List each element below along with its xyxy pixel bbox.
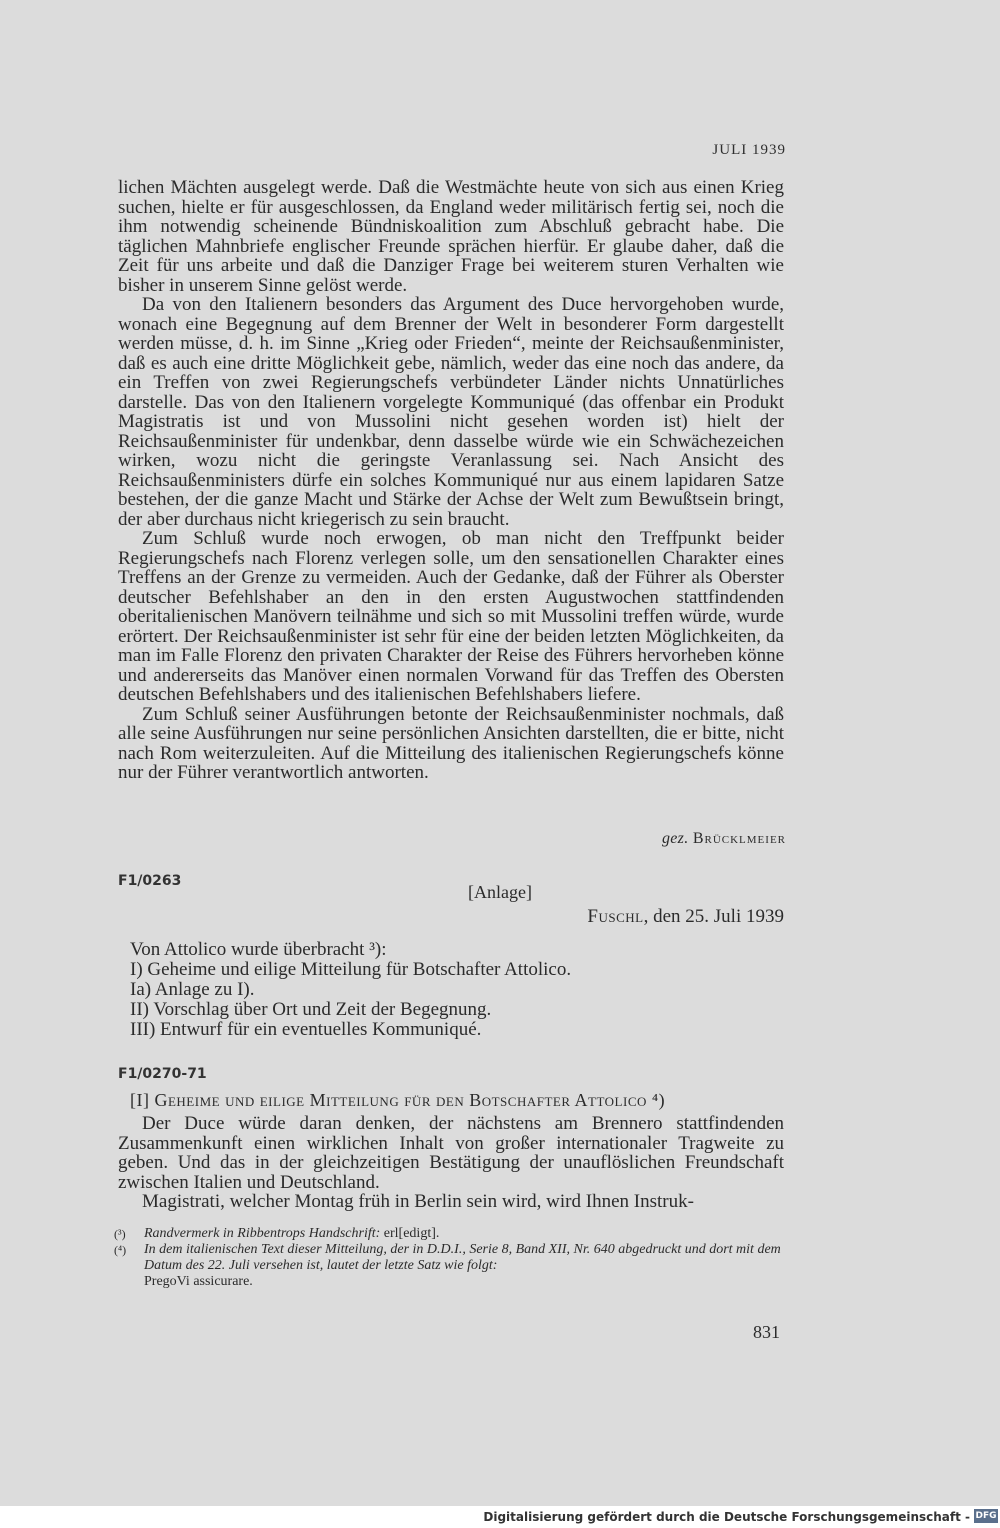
footnote-quote: PregoVi assicurare. <box>144 1274 253 1289</box>
footnote-text: Randvermerk in Ribbentrops Handschrift: <box>144 1226 381 1241</box>
dfg-logo: DFG <box>975 1511 997 1521</box>
section-heading: [I] Geheime und eilige Mitteilung für den Botschafter Attolico ⁴) <box>130 1090 666 1110</box>
file-reference: F1/0263 <box>118 873 182 889</box>
signature-name: Brücklmeier <box>692 830 786 847</box>
list-item: II) Vorschlag über Ort und Zeit der Begegnung. <box>130 999 492 1020</box>
list-item: Ia) Anlage zu I). <box>130 979 255 1000</box>
paragraph: Da von den Italienern besonders das Argument des Duce hervorgehoben wurde, wonach eine Begegnung auf dem Brenner der Welt in besonderer Form dargestellt werden müsse, d. h. im Sinne „Krieg oder Frieden“, meinte der Reichsaußenminister, daß es auch eine dritte Möglichkeit gebe, nämlich, weder das eine noch das andere, da ein Treffen von zwei Regierungschefs verbündeter Länder nichts Unnatürliches darstelle. Das von den Italienern vorgelegte Kommuniqué (das offenbar ein Produkt Magistratis ist und von Mussolini nicht gesehen worden ist) hielt der Reichsaußenminister für undenkbar, denn dasselbe würde wie ein Schwächezeichen wirken, wozu nicht die geringste Veranlassung sei. Nach Ansicht des Reichsaußenministers dürfe ein solches Kommuniqué nur aus einem lapidaren Satze bestehen, der die ganze Macht und Stärke der Achse der Welt zum Bewußtsein bringt, der aber durchaus nicht kriegerisch zu sein braucht. <box>118 294 784 530</box>
running-head: JULI 1939 <box>712 142 786 158</box>
footnote-mark: (⁴) <box>114 1243 127 1257</box>
file-reference: F1/0270-71 <box>118 1066 207 1082</box>
body-text-bottom <box>118 1114 784 1212</box>
footnotes <box>114 1226 788 1290</box>
enclosure-list <box>130 940 770 1040</box>
paragraph: Zum Schluß wurde noch erwogen, ob man nicht den Treffpunkt beider Regierungschefs nach Florenz verlegen solle, um den sensationellen Charakter eines Treffens an der Grenze zu vermeiden. Auch der Gedanke, daß der Führer als Oberster deutscher Befehlshaber an den in den ersten Augustwochen stattfindenden oberitalienischen Manövern teilnähme und sich so mit Mussolini treffen würde, wurde erörtert. Der Reichsaußenminister ist sehr für eine der beiden letzten Möglichkeiten, da man im Falle Florenz den privaten Charakter der Reise des Führers hervorheben könne und andererseits das Manöver einen normalen Vorwand für das Treffen des Obersten deutschen Befehlshabers und des italienischen Befehlshabers liefere. <box>118 528 784 705</box>
credit-text: Digitalisierung gefördert durch die Deutsche Forschungsgemeinschaft - <box>483 1510 970 1524</box>
paragraph: Der Duce würde daran denken, der nächstens am Brennero stattfindenden Zusammenkunft einen wirklichen Inhalt von großer internationaler Tragweite zu geben. Und das in der gleichzeitigen Bestätigung der unauflöslichen Freundschaft zwischen Italien und Deutschland. <box>118 1113 784 1193</box>
signature <box>560 830 786 848</box>
dateline-place: Fuschl <box>587 906 644 927</box>
list-item: I) Geheime und eilige Mitteilung für Botschafter Attolico. <box>130 959 572 980</box>
credit-bar <box>0 1506 1000 1528</box>
footnote <box>114 1242 788 1274</box>
paragraph: lichen Mächten ausgelegt werde. Daß die Westmächte heute von sich aus einen Krieg suchen, hielte er für ausgeschlossen, da England weder militärisch fertig sei, noch die ihm notwendig scheinende Bündniskoalition zum Abschluß gebracht habe. Die täglichen Mahnbriefe englischer Freunde sprächen hierfür. Er glaube daher, daß die Zeit für uns arbeite und daß die Danziger Frage bei weiterem sturen Verhalten wie bisher in unserem Sinne gelöst werde. <box>118 177 784 296</box>
paragraph: Zum Schluß seiner Ausführungen betonte der Reichsaußenminister nochmals, daß alle seine Ausführungen nur seine persönlichen Ansichten darstellten, die er bitte, nicht nach Rom weiterzuleiten. Auf die Mitteilung des italienischen Regierungschefs könne nur der Führer verantwortlich antworten. <box>118 703 784 783</box>
dateline <box>480 906 784 928</box>
footnote <box>114 1226 788 1242</box>
list-intro: Von Attolico wurde überbracht ³): <box>130 939 387 960</box>
dateline-date: , den 25. Juli 1939 <box>643 906 784 927</box>
footnote-mark: (³) <box>114 1227 126 1241</box>
list-item: III) Entwurf für ein eventuelles Kommuniqué. <box>130 1019 482 1040</box>
signature-prefix: gez. <box>661 830 689 847</box>
footnote-continuation <box>114 1274 788 1290</box>
paragraph: Magistrati, welcher Montag früh in Berlin sein wird, wird Ihnen Instruk- <box>142 1191 694 1212</box>
anlage-label: [Anlage] <box>468 882 532 902</box>
page-number: 831 <box>753 1322 780 1342</box>
footnote-text-upright: erl[edigt]. <box>380 1226 440 1241</box>
footnote-text: In dem italienischen Text dieser Mitteilung, der in D.D.I., Serie 8, Band XII, Nr. 640 abgedruckt und dort mit dem Datum des 22. Juli versehen ist, lautet der letzte Satz wie folgt: <box>144 1242 781 1273</box>
body-text-top <box>118 178 784 783</box>
